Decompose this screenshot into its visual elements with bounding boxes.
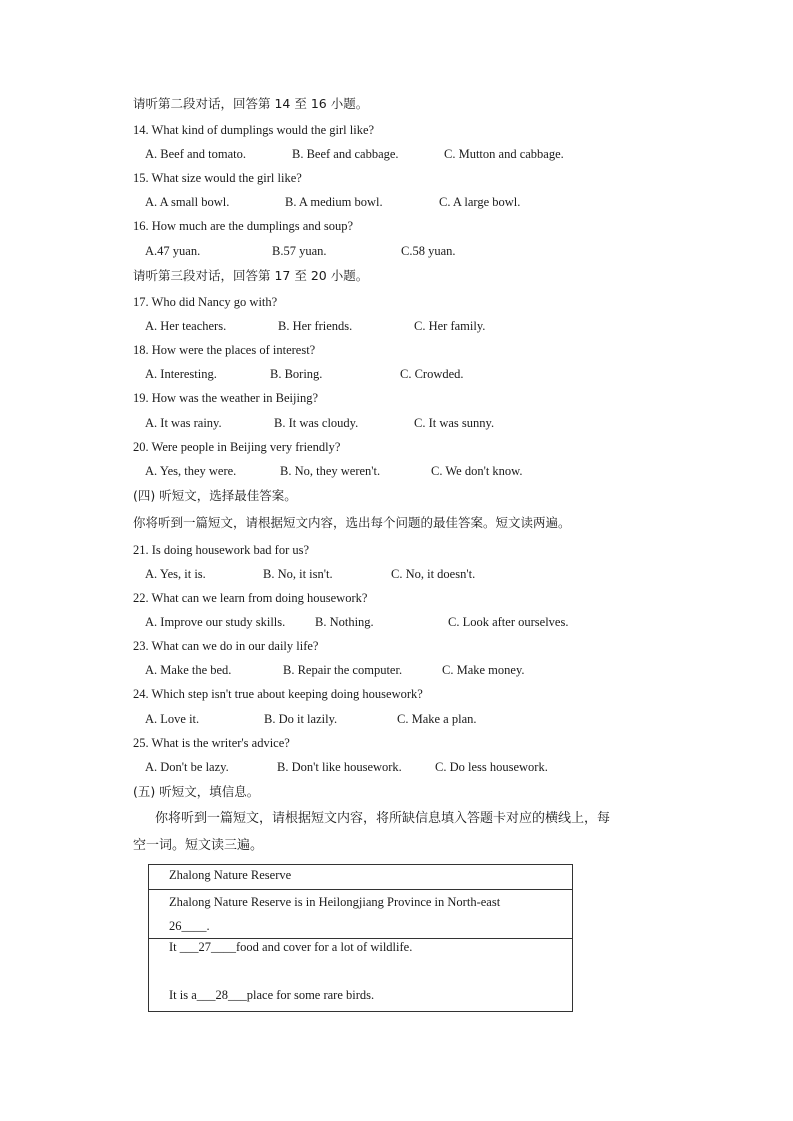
option-23-a: A. Make the bed.: [145, 663, 232, 677]
option-24-c: C. Make a plan.: [397, 712, 477, 726]
question-19: 19. How was the weather in Beijing?: [133, 391, 319, 405]
option-23-b: B. Repair the computer.: [283, 663, 403, 677]
info-table-row: [149, 890, 573, 939]
option-17-b: B. Her friends.: [278, 319, 353, 333]
options-25: [145, 759, 705, 775]
options-18: [145, 366, 705, 382]
option-25-c: C. Do less housework.: [435, 760, 548, 774]
option-19-c: C. It was sunny.: [414, 416, 495, 430]
options-21: [145, 566, 705, 582]
options-19: [145, 415, 705, 431]
question-14: 14. What kind of dumplings would the girl like?: [133, 123, 375, 137]
option-24-b: B. Do it lazily.: [264, 712, 338, 726]
option-15-c: C. A large bowl.: [439, 195, 521, 209]
question-20: 20. Were people in Beijing very friendly?: [133, 440, 341, 454]
option-25-b: B. Don't like housework.: [277, 760, 402, 774]
option-18-b: B. Boring.: [270, 367, 323, 381]
option-15-b: B. A medium bowl.: [285, 195, 383, 209]
options-15: [145, 194, 705, 210]
question-22: 22. What can we learn from doing housework?: [133, 591, 368, 605]
blank-26: 26____.: [169, 919, 210, 933]
option-18-a: A. Interesting.: [145, 367, 217, 381]
options-14: [145, 146, 705, 162]
option-22-c: C. Look after ourselves.: [448, 615, 569, 629]
info-table-row: [149, 939, 573, 1012]
option-25-a: A. Don't be lazy.: [145, 760, 229, 774]
part5-instruction-line2: 空一词。短文读三遍。: [133, 838, 264, 853]
section3-header: 请听第三段对话，回答第 17 至 20 小题。: [133, 268, 369, 283]
question-18: 18. How were the places of interest?: [133, 343, 316, 357]
option-15-a: A. A small bowl.: [145, 195, 230, 209]
option-24-a: A. Love it.: [145, 712, 200, 726]
part4-title: (四) 听短文，选择最佳答案。: [133, 488, 297, 503]
option-14-a: A. Beef and tomato.: [145, 147, 247, 161]
question-15: 15. What size would the girl like?: [133, 171, 302, 185]
options-24: [145, 711, 705, 727]
question-16: 16. How much are the dumplings and soup?: [133, 219, 354, 233]
option-16-a: A.47 yuan.: [145, 244, 201, 258]
option-20-b: B. No, they weren't.: [280, 464, 381, 478]
option-21-b: B. No, it isn't.: [263, 567, 333, 581]
question-24: 24. Which step isn't true about keeping doing housework?: [133, 687, 423, 701]
option-21-a: A. Yes, it is.: [145, 567, 206, 581]
options-17: [145, 318, 705, 334]
info-table: [148, 864, 573, 1012]
table-features-cell: [149, 939, 573, 1012]
option-18-c: C. Crowded.: [400, 367, 464, 381]
question-23: 23. What can we do in our daily life?: [133, 639, 319, 653]
option-22-a: A. Improve our study skills.: [145, 615, 286, 629]
section2-header: 请听第二段对话，回答第 14 至 16 小题。: [133, 96, 369, 111]
spacer: [169, 955, 572, 987]
option-22-b: B. Nothing.: [315, 615, 374, 629]
question-17: 17. Who did Nancy go with?: [133, 295, 278, 309]
table-title-cell: [149, 865, 573, 890]
options-16: [145, 243, 705, 259]
question-25: 25. What is the writer's advice?: [133, 736, 290, 750]
info-table-row: [149, 865, 573, 890]
option-14-c: C. Mutton and cabbage.: [444, 147, 564, 161]
option-21-c: C. No, it doesn't.: [391, 567, 476, 581]
part5-title: (五) 听短文，填信息。: [133, 784, 260, 799]
option-20-a: A. Yes, they were.: [145, 464, 237, 478]
part5-instruction-line1: 你将听到一篇短文，请根据短文内容，将所缺信息填入答题卡对应的横线上，每: [155, 811, 611, 826]
option-17-a: A. Her teachers.: [145, 319, 227, 333]
option-14-b: B. Beef and cabbage.: [292, 147, 399, 161]
options-23: [145, 662, 705, 678]
option-16-c: C.58 yuan.: [401, 244, 456, 258]
option-19-a: A. It was rainy.: [145, 416, 222, 430]
question-21: 21. Is doing housework bad for us?: [133, 543, 310, 557]
table-location-cell: [149, 890, 573, 939]
option-19-b: B. It was cloudy.: [274, 416, 359, 430]
location-text: Zhalong Nature Reserve is in Heilongjiang Province in North-east: [169, 895, 501, 909]
options-20: [145, 463, 705, 479]
option-20-c: C. We don't know.: [431, 464, 523, 478]
blank-28-sentence: It is a___28___place for some rare birds.: [169, 988, 375, 1002]
option-16-b: B.57 yuan.: [272, 244, 327, 258]
option-23-c: C. Make money.: [442, 663, 525, 677]
table-title: Zhalong Nature Reserve: [169, 868, 292, 882]
options-22: [145, 614, 705, 630]
part4-instruction: 你将听到一篇短文，请根据短文内容，选出每个问题的最佳答案。短文读两遍。: [133, 515, 571, 530]
blank-27-sentence: It ___27____food and cover for a lot of wildlife.: [169, 940, 413, 954]
option-17-c: C. Her family.: [414, 319, 486, 333]
